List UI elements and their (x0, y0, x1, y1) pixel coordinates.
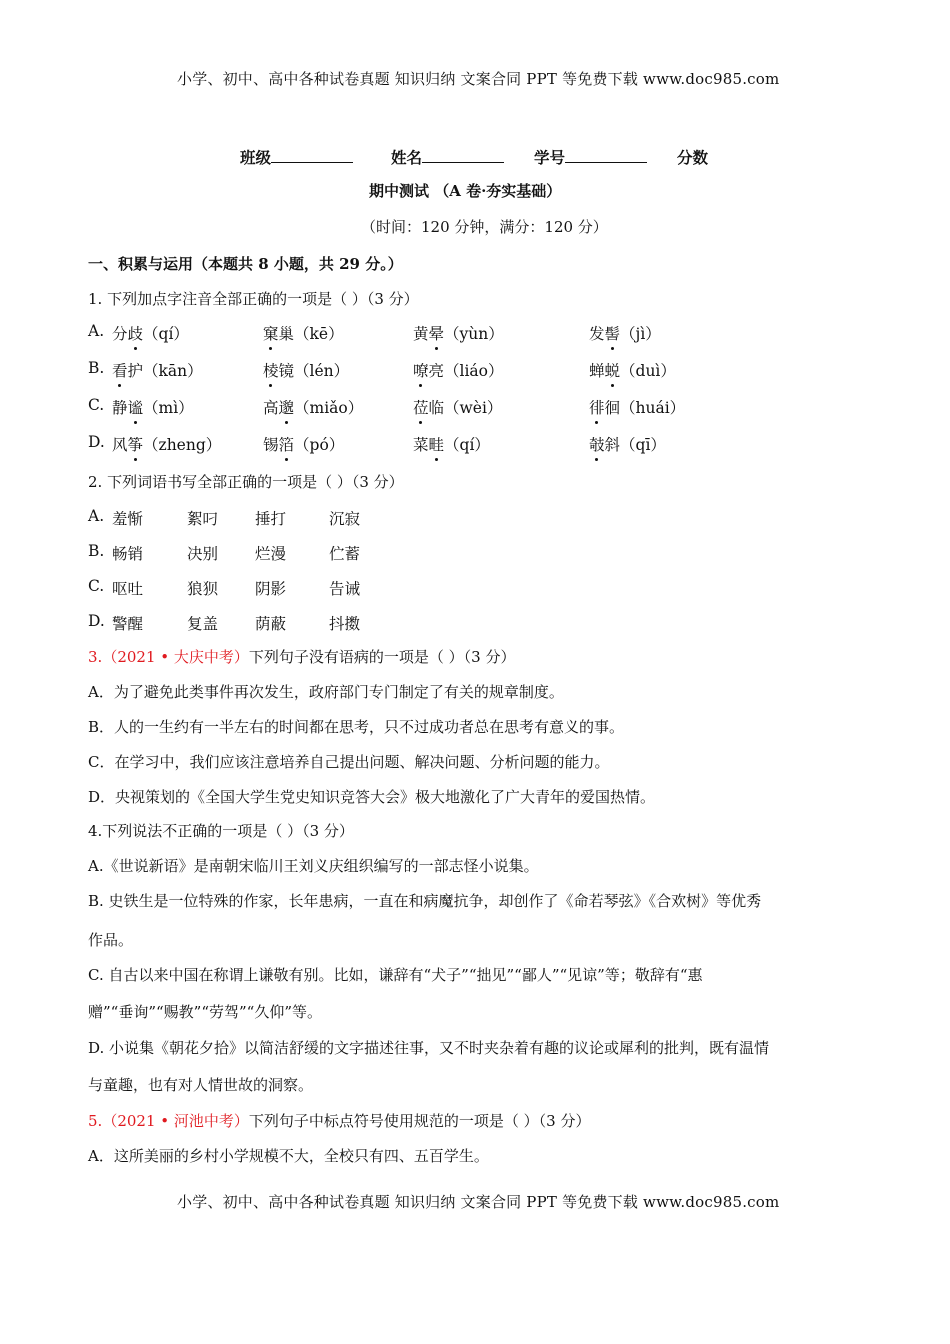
q1-option-label: B. (88, 359, 105, 377)
word-prefix: 锡 (263, 436, 279, 454)
dotted-character: 嘹 (413, 359, 429, 381)
q3-option: B．人的一生约有一半左右的时间都在思考，只不过成功者总在思考有意义的事。 (88, 718, 625, 736)
q2-word: 沉寂 (329, 510, 361, 528)
q1-word (589, 322, 661, 344)
q1-word (413, 359, 504, 381)
q1-word (263, 433, 344, 455)
q1-option-label: C. (88, 396, 105, 414)
q1-word (589, 433, 666, 455)
word-suffix-pinyin: 镜（lén） (278, 362, 350, 380)
q3-number: 3. (88, 648, 103, 666)
q1-word (589, 396, 685, 418)
dotted-character: 蜕 (605, 359, 621, 381)
q1-word (413, 396, 502, 418)
word-suffix-pinyin: （duì） (620, 362, 676, 380)
q1-word (112, 322, 189, 344)
q3-option: D．央视策划的《全国大学生党史知识竞答大会》极大地激化了广大青年的爱国热情。 (88, 788, 656, 806)
q2-word: 呕吐 (112, 580, 144, 598)
section-heading: 一、积累与运用（本题共 8 小题，共 29 分。） (88, 255, 403, 273)
q1-word (263, 359, 349, 381)
q1-word (263, 396, 363, 418)
q1-word (413, 433, 490, 455)
word-prefix: 风 (112, 436, 128, 454)
q2-word: 絮叼 (187, 510, 219, 528)
score-field (677, 146, 708, 168)
q2-word: 捶打 (255, 510, 287, 528)
q1-word (112, 433, 221, 455)
q2-word: 伫蓄 (329, 545, 361, 563)
dotted-character: 筝 (128, 433, 144, 455)
dotted-character: 箔 (279, 433, 295, 455)
q1-word (112, 359, 203, 381)
q2-word: 抖擞 (329, 615, 361, 633)
q3-stem: 下列句子没有语病的一项是（ ）（3 分） (248, 648, 516, 666)
q4-line: C. 自古以来中国在称谓上谦敬有别。比如，谦辞有“犬子”“拙见”“鄙人”“见谅”等；敬辞有“惠 (88, 966, 703, 984)
q4-stem: 4.下列说法不正确的一项是（ ）（3 分） (88, 822, 354, 840)
word-suffix-pinyin: 斜（qī） (604, 436, 666, 454)
q5-source: （2021 • 河池中考） (102, 1112, 249, 1130)
word-suffix-pinyin: （jì） (620, 325, 661, 343)
word-suffix-pinyin: （miǎo） (294, 399, 364, 417)
word-suffix-pinyin: （yùn） (444, 325, 504, 343)
word-suffix-pinyin: （pó） (294, 436, 345, 454)
q2-option-label: C. (88, 577, 105, 595)
q4-line: A.《世说新语》是南朝宋临川王刘义庆组织编写的一部志怪小说集。 (88, 857, 539, 875)
word-prefix: 分 (112, 325, 128, 343)
dotted-character: 看 (112, 359, 128, 381)
dotted-character: 畦 (429, 433, 445, 455)
dotted-character: 谧 (128, 396, 144, 418)
dotted-character: 莅 (413, 396, 429, 418)
q1-stem: 1. 下列加点字注音全部正确的一项是（ ）（3 分） (88, 290, 419, 308)
number-blank[interactable] (565, 147, 647, 163)
page-subtitle: （时间：120 分钟，满分：120 分） (361, 218, 608, 236)
q2-word: 羞惭 (112, 510, 144, 528)
q2-option-label: D. (88, 612, 105, 630)
q1-option-label: D. (88, 433, 105, 451)
q2-word: 畅销 (112, 545, 144, 563)
q3-option: C．在学习中，我们应该注意培养自己提出问题、解决问题、分析问题的能力。 (88, 753, 610, 771)
q1-word (112, 396, 194, 418)
q1-word (589, 359, 676, 381)
word-suffix-pinyin: （qí） (444, 436, 490, 454)
word-suffix-pinyin: 徊（huái） (604, 399, 686, 417)
q2-word: 决别 (187, 545, 219, 563)
q5-stem-line (88, 1110, 590, 1131)
q3-option: A．为了避免此类事件再次发生，政府部门专门制定了有关的规章制度。 (88, 683, 564, 701)
bottom-banner: 小学、初中、高中各种试卷真题 知识归纳 文案合同 PPT 等免费下载 www.doc985.com (177, 1193, 780, 1211)
score-label: 分数 (677, 148, 709, 167)
name-blank[interactable] (422, 147, 504, 163)
q3-stem-line (88, 646, 515, 667)
class-field (240, 146, 353, 168)
number-field (534, 146, 647, 168)
q2-word: 狼狈 (187, 580, 219, 598)
word-suffix-pinyin: （zheng） (143, 436, 222, 454)
word-suffix-pinyin: 临（wèi） (428, 399, 503, 417)
q3-source: （2021 • 大庆中考） (102, 648, 249, 666)
page-title: 期中测试 （A 卷·夯实基础） (369, 182, 562, 200)
word-suffix-pinyin: （mì） (143, 399, 194, 417)
word-prefix: 高 (263, 399, 279, 417)
word-suffix-pinyin: 巢（kē） (278, 325, 344, 343)
word-prefix: 静 (112, 399, 128, 417)
q2-word: 荫蔽 (255, 615, 287, 633)
q4-line: 作品。 (88, 931, 134, 949)
dotted-character: 窠 (263, 322, 279, 344)
dotted-character: 攲 (589, 433, 605, 455)
dotted-character: 徘 (589, 396, 605, 418)
q5-option: A．这所美丽的乡村小学规模不大，全校只有四、五百学生。 (88, 1147, 489, 1165)
dotted-character: 邈 (279, 396, 295, 418)
q2-word: 烂漫 (255, 545, 287, 563)
q1-option-label: A. (88, 322, 105, 340)
q4-line: D. 小说集《朝花夕拾》以简洁舒缓的文字描述往事，又不时夹杂着有趣的议论或犀利的批判，既有温情 (88, 1039, 770, 1057)
dotted-character: 晕 (429, 322, 445, 344)
class-label: 班级 (240, 148, 272, 167)
word-suffix-pinyin: （qí） (143, 325, 189, 343)
q4-line: 赠”“垂询”“赐教”“劳驾”“久仰”等。 (88, 1003, 323, 1021)
q2-word: 复盖 (187, 615, 219, 633)
word-suffix-pinyin: 亮（liáo） (428, 362, 504, 380)
q2-word: 告诫 (329, 580, 361, 598)
q2-option-label: A. (88, 507, 105, 525)
word-prefix: 发 (589, 325, 605, 343)
name-field (391, 146, 504, 168)
q4-line: B. 史铁生是一位特殊的作家，长年患病，一直在和病魔抗争，却创作了《命若琴弦》《合欢树》等优秀 (88, 892, 762, 910)
dotted-character: 棱 (263, 359, 279, 381)
q1-word (263, 322, 344, 344)
name-label: 姓名 (391, 148, 423, 167)
top-banner: 小学、初中、高中各种试卷真题 知识归纳 文案合同 PPT 等免费下载 www.doc985.com (177, 70, 780, 88)
q4-line: 与童趣，也有对人情世故的洞察。 (88, 1076, 314, 1094)
dotted-character: 歧 (128, 322, 144, 344)
q5-stem: 下列句子中标点符号使用规范的一项是（ ）（3 分） (248, 1112, 591, 1130)
q2-option-label: B. (88, 542, 105, 560)
word-prefix: 黄 (413, 325, 429, 343)
q1-word (413, 322, 504, 344)
class-blank[interactable] (271, 147, 353, 163)
dotted-character: 髻 (605, 322, 621, 344)
q2-word: 警醒 (112, 615, 144, 633)
word-prefix: 蝉 (589, 362, 605, 380)
word-prefix: 菜 (413, 436, 429, 454)
word-suffix-pinyin: 护（kān） (127, 362, 203, 380)
q5-number: 5. (88, 1112, 103, 1130)
q2-word: 阴影 (255, 580, 287, 598)
number-label: 学号 (534, 148, 566, 167)
q2-stem: 2. 下列词语书写全部正确的一项是（ ）（3 分） (88, 473, 404, 491)
